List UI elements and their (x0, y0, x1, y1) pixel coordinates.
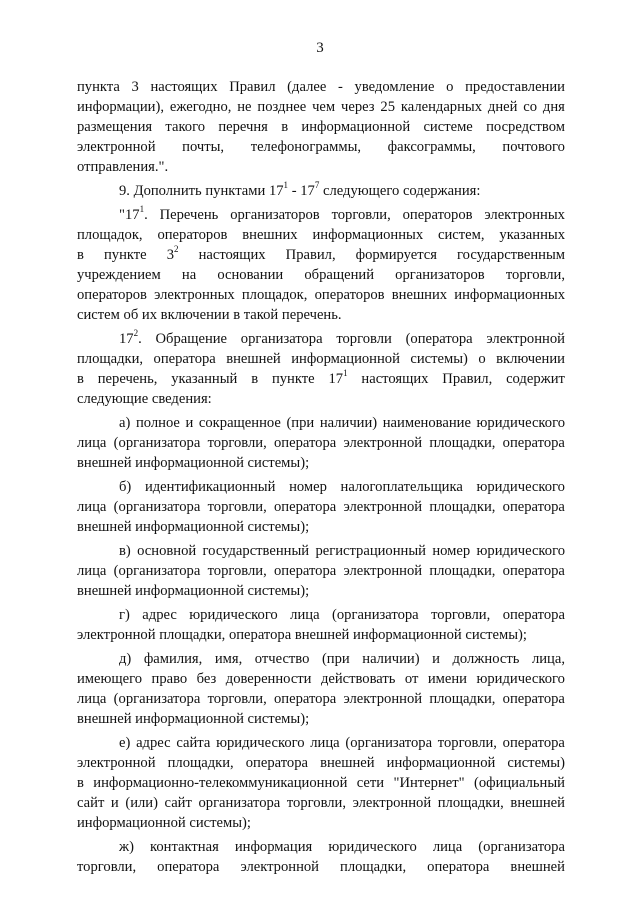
word: 3 (131, 79, 139, 95)
word: организатора (240, 331, 323, 347)
word: торговли, (437, 735, 497, 751)
word: перечня (218, 119, 268, 135)
word: б) (119, 479, 132, 495)
word: без (196, 671, 217, 687)
word: имени (427, 671, 467, 687)
word: (при (286, 415, 315, 431)
word: настоящих (361, 371, 429, 387)
word: налогоплательщика (340, 479, 463, 495)
page-number: 3 (316, 40, 324, 56)
word: пункте (103, 247, 147, 263)
word: Обращение (155, 331, 228, 347)
word: Правил, (442, 371, 493, 387)
word: со (523, 99, 538, 115)
word: торговли (336, 331, 392, 347)
word: юридического (476, 543, 565, 559)
word: торговли, (207, 691, 267, 707)
word: указанный (171, 371, 238, 387)
word: "$17^1$. (119, 204, 148, 223)
word: юридического (216, 735, 305, 751)
word: (официальный (473, 775, 565, 791)
word: идентификационный (144, 479, 276, 495)
word: $17^1$ (328, 368, 348, 387)
word: организаторов (395, 267, 485, 283)
word: обращений (304, 267, 375, 283)
word: сайта (176, 735, 211, 751)
text-line (77, 433, 565, 453)
word: и (185, 415, 194, 431)
word: чем (312, 99, 336, 115)
word: информационно-телекоммуникационной (93, 775, 348, 791)
word: дней (487, 99, 518, 115)
text-line: 9. Дополнить пунктами $17^1 - 17^7$ следующего содержания: (119, 180, 481, 199)
text-line (77, 753, 565, 773)
text-line (77, 837, 565, 857)
word: наличии) (362, 651, 420, 667)
word: электронной (343, 563, 423, 579)
word: системы) (410, 351, 468, 367)
word: указанных (499, 227, 565, 243)
word: сайт (164, 795, 192, 811)
word: торговли, (331, 207, 391, 223)
word: юридического (476, 479, 565, 495)
word: доверенности (225, 671, 312, 687)
word: информация (234, 839, 313, 855)
word: лица (77, 563, 107, 579)
word: площадки, (429, 499, 496, 515)
word: торговли, (505, 267, 565, 283)
word: внешней (320, 755, 375, 771)
word: пункта (77, 79, 120, 95)
word: внешней (226, 351, 281, 367)
word: торговли, (207, 563, 267, 579)
text-line (77, 541, 565, 561)
text-line: информационной системы); (77, 815, 251, 831)
text-line: внешней информационной системы); (77, 455, 310, 471)
text-line (77, 669, 565, 689)
word: лица (77, 499, 107, 515)
word: электронной (343, 435, 423, 451)
word: (организатора (113, 563, 201, 579)
word: операторов (314, 287, 385, 303)
text-line (77, 97, 565, 117)
word: "Интернет" (393, 775, 465, 791)
text-line (77, 349, 565, 369)
text-line (77, 117, 565, 137)
word: сокращенное (198, 415, 281, 431)
word: (организатора (345, 735, 433, 751)
word: электронной (77, 139, 156, 155)
word: в (77, 775, 84, 791)
word: настоящих (150, 79, 218, 95)
word: включении (496, 351, 565, 367)
word: телефонограммы, (250, 139, 362, 155)
word: площадки, (437, 795, 504, 811)
word: действовать (320, 671, 396, 687)
word: юридического (476, 415, 565, 431)
word: электронной (352, 795, 432, 811)
word: имеющего (77, 671, 143, 687)
word: учреждением (77, 267, 161, 283)
word: от (404, 671, 419, 687)
word: системе (423, 119, 473, 135)
word: ж) (119, 839, 134, 855)
word: Правил (229, 79, 276, 95)
word: (организатора (478, 839, 565, 855)
word: $17^2$. (119, 328, 142, 347)
word: электронной (343, 499, 423, 515)
word: отчество (254, 651, 310, 667)
word: такого (165, 119, 206, 135)
word: имя, (214, 651, 243, 667)
word: оператора (274, 499, 337, 515)
text-line (77, 689, 565, 709)
word: торговли, (431, 607, 491, 623)
word: (организатора (113, 435, 201, 451)
word: площадки, (429, 691, 496, 707)
word: дня (542, 99, 565, 115)
word: информационной (291, 351, 400, 367)
word: оператора (427, 859, 490, 875)
word: ежегодно, (169, 99, 232, 115)
word: внешней (510, 795, 565, 811)
text-line (77, 137, 565, 157)
word: право (151, 671, 188, 687)
word: торговли, (207, 435, 267, 451)
text-line (77, 733, 565, 753)
word: в (77, 247, 84, 263)
word: уведомление (354, 79, 435, 95)
text-line: электронной площадки, оператора внешней информационной системы); (77, 627, 527, 643)
word: сайт (77, 795, 105, 811)
word: системы) (507, 755, 565, 771)
word: внешних (242, 227, 298, 243)
word: электронной (77, 755, 156, 771)
word: а) (119, 415, 131, 431)
word: информационной (301, 119, 411, 135)
text-line: внешней информационной системы); (77, 519, 310, 535)
word: почтового (502, 139, 565, 155)
text-line (77, 77, 565, 97)
word: оператора (153, 351, 216, 367)
word: перечень, (97, 371, 158, 387)
text-line: внешней информационной системы); (77, 583, 310, 599)
text-line (77, 773, 565, 793)
word: номер (289, 479, 327, 495)
word: номер (432, 543, 471, 559)
text-line (77, 369, 565, 389)
word: систем, (438, 227, 485, 243)
word: оператора (274, 691, 337, 707)
word: операторов (402, 207, 473, 223)
word: через (341, 99, 375, 115)
word: размещения (77, 119, 153, 135)
word: о (446, 79, 454, 95)
word: электронной (343, 691, 423, 707)
word: (организатора (113, 499, 201, 515)
word: юридического (189, 607, 278, 623)
word: полное (135, 415, 180, 431)
text-line (77, 265, 565, 285)
word: организатора (198, 795, 281, 811)
word: площадки, (77, 351, 144, 367)
word: электронных (154, 287, 235, 303)
word: оператора (502, 607, 565, 623)
word: контактная (150, 839, 219, 855)
word: электронной (240, 859, 319, 875)
word: оператора (502, 499, 565, 515)
word: сети (356, 775, 385, 791)
text-line (77, 477, 565, 497)
text-line (77, 285, 565, 305)
text-line (77, 205, 565, 225)
word: лица (310, 735, 340, 751)
word: в (251, 371, 259, 387)
document-body (77, 77, 565, 877)
word: фамилия, (143, 651, 203, 667)
word: внешней (510, 859, 565, 875)
word: оператора (245, 755, 308, 771)
word: (или) (125, 795, 158, 811)
word: в (281, 119, 289, 135)
word: площадки, (167, 755, 234, 771)
word: оператора (502, 691, 565, 707)
word: факсограммы, (387, 139, 476, 155)
word: лица (77, 691, 107, 707)
word: регистрационный (315, 543, 426, 559)
word: информационных (312, 227, 424, 243)
word: е) (119, 735, 131, 751)
text-line (77, 497, 565, 517)
word: площадки, (340, 859, 407, 875)
word: площадок, (241, 287, 308, 303)
word: о (478, 351, 486, 367)
word: г) (119, 607, 130, 623)
word: площадки, (429, 435, 496, 451)
word: лица (290, 607, 320, 623)
word: внешних (391, 287, 448, 303)
word: предоставлении (465, 79, 565, 95)
word: информационных (454, 287, 565, 303)
word: адрес (142, 607, 177, 623)
word: оператора (274, 435, 337, 451)
word: лица (77, 435, 107, 451)
word: наличии) (319, 415, 378, 431)
word: на (181, 267, 197, 283)
text-line (77, 245, 565, 265)
word: оператора (157, 859, 220, 875)
word: площадок, (77, 227, 143, 243)
word: посредством (486, 119, 565, 135)
word: операторов (157, 227, 228, 243)
word: формируется (355, 247, 437, 263)
word: не (237, 99, 252, 115)
word: лица, (531, 651, 565, 667)
word: (далее (287, 79, 327, 95)
word: должность (452, 651, 520, 667)
word: (организатора (113, 691, 201, 707)
word: электронных (484, 207, 565, 223)
word: 25 (380, 99, 395, 115)
word: (при (321, 651, 350, 667)
word: основании (217, 267, 284, 283)
word: оператора (502, 735, 565, 751)
word: и (432, 651, 440, 667)
word: Перечень (159, 207, 219, 223)
word: государственным (457, 247, 565, 263)
word: настоящих (198, 247, 266, 263)
text-line (77, 329, 565, 349)
word: торговли, (77, 859, 137, 875)
word: оператора (502, 563, 565, 579)
word: оператора (502, 435, 565, 451)
text-line: следующие сведения: (77, 391, 212, 407)
word: (оператора (405, 331, 473, 347)
word: в) (119, 543, 131, 559)
word: основной (137, 543, 197, 559)
word: государственный (202, 543, 310, 559)
text-line (77, 793, 565, 813)
text-line (77, 561, 565, 581)
text-line (77, 225, 565, 245)
text-line (77, 413, 565, 433)
word: и (110, 795, 119, 811)
word: торговли, (286, 795, 347, 811)
word: позднее (257, 99, 307, 115)
word: оператора (274, 563, 337, 579)
text-line (77, 605, 565, 625)
word: содержит (506, 371, 565, 387)
word: почты, (182, 139, 225, 155)
word: информации), (77, 99, 164, 115)
word: лица (432, 839, 463, 855)
word: организаторов (230, 207, 320, 223)
word: - (337, 79, 343, 95)
word: (организатора (332, 607, 419, 623)
word: юридического (328, 839, 417, 855)
word: $3^2$ (166, 244, 179, 263)
text-line: систем об их включении в такой перечень. (77, 307, 342, 323)
word: юридического (476, 671, 565, 687)
word: наименование (382, 415, 471, 431)
word: информационной (386, 755, 496, 771)
text-line (77, 857, 565, 877)
word: адрес (136, 735, 171, 751)
word: д) (119, 651, 132, 667)
word: в (77, 371, 84, 387)
word: операторов (77, 287, 147, 303)
word: пункте (271, 371, 315, 387)
text-line: внешней информационной системы); (77, 711, 310, 727)
word: торговли, (207, 499, 267, 515)
word: календарных (400, 99, 483, 115)
text-line: отправления.". (77, 159, 169, 175)
word: Правил, (285, 247, 336, 263)
word: электронной (486, 331, 565, 347)
text-line (77, 649, 565, 669)
word: площадки, (429, 563, 496, 579)
